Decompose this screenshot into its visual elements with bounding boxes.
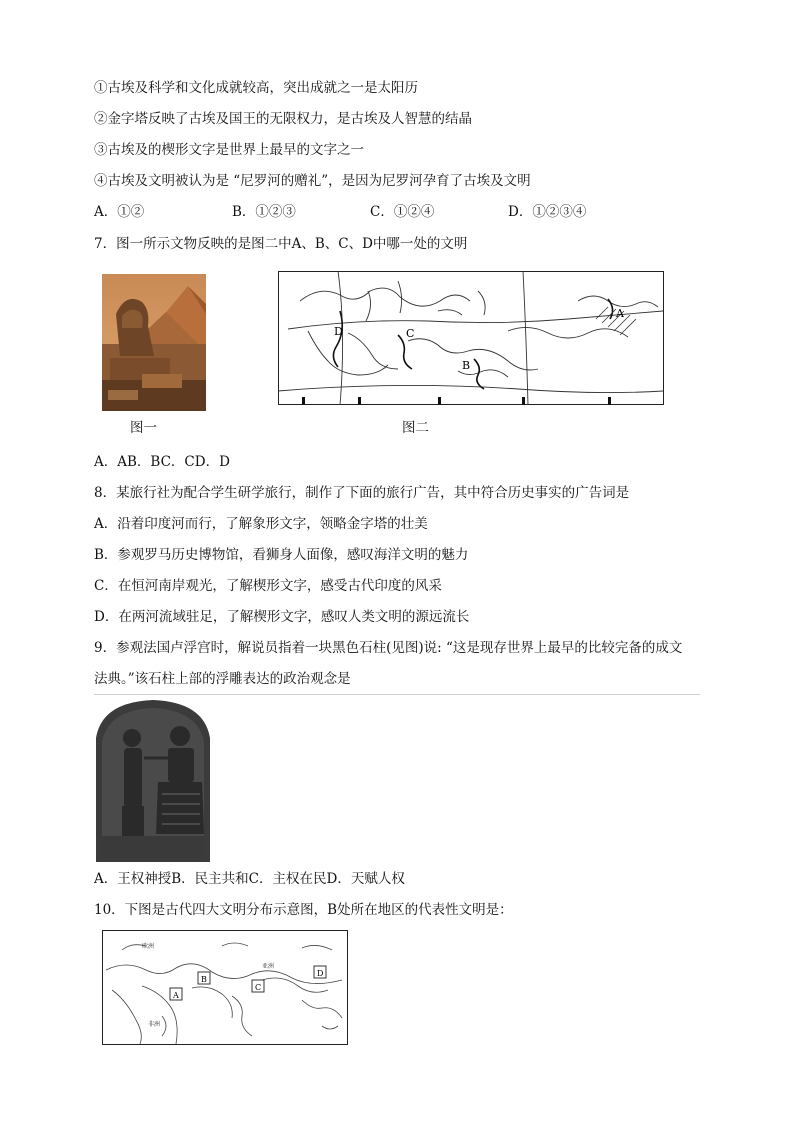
map-label-c: C [406,327,415,340]
q8-question: 8．某旅行社为配合学生研学旅行，制作了下面的旅行广告，其中符合历史事实的广告词是 [94,485,630,501]
q6-option-c: C．①②④ [370,204,435,220]
fig1-caption: 图一 [130,420,157,436]
map10-label-d: D [317,969,324,978]
map10-label-a: A [173,991,179,1000]
q6-option-d: D．①②③④ [508,204,587,220]
map10-asia-label: 亚洲 [262,963,275,970]
q8-option-d: D．在两河流域驻足，了解楔形文字，感叹人类文明的源远流长 [94,609,470,625]
map-label-b: B [462,359,471,372]
hammurabi-stele-photo [96,698,210,862]
q6-item-2: ②金字塔反映了古埃及国王的无限权力，是古埃及人智慧的结晶 [94,111,472,127]
q6-item-4: ④古埃及文明被认为是 “尼罗河的赠礼”，是因为尼罗河孕育了古埃及文明 [94,173,531,189]
map10-label-c: C [255,983,262,992]
q6-item-1: ①古埃及科学和文化成就较高，突出成就之一是太阳历 [94,80,418,96]
q8-option-b: B．参观罗马历史博物馆，看狮身人面像，感叹海洋文明的魅力 [94,547,469,563]
q6-option-b: B．①②③ [232,204,296,220]
q10-question: 10．下图是古代四大文明分布示意图，B处所在地区的代表性文明是： [94,902,513,918]
map-label-d: D [334,325,343,338]
map10-label-b: B [201,975,207,984]
q7-question: 7．图一所示文物反映的是图二中A、B、C、D中哪一处的文明 [94,236,468,252]
map10-africa-label: 非洲 [148,1021,161,1028]
q7-options: A．AB．BC．CD．D [94,454,230,470]
q9-options: A．王权神授B．民主共和C．主权在民D．天赋人权 [94,871,405,887]
q9-question-line1: 9．参观法国卢浮宫时，解说员指着一块黑色石柱(见图)说: “这是现存世界上最早的比较完备的成文 [94,640,683,656]
q9-question-line2: 法典。”该石柱上部的浮雕表达的政治观念是 [94,671,351,687]
sphinx-pyramid-photo [102,274,206,411]
fig2-caption: 图二 [402,420,429,436]
q6-item-3: ③古埃及的楔形文字是世界上最早的文字之一 [94,142,364,158]
ancient-civilizations-map-fig2 [278,271,664,405]
map-label-a: A [616,307,624,320]
q6-option-a: A．①② [94,204,145,220]
q9-divider [94,694,700,695]
q8-option-a: A．沿着印度河而行，了解象形文字，领略金字塔的壮美 [94,516,428,532]
q8-option-c: C．在恒河南岸观光，了解楔形文字，感受古代印度的风采 [94,578,442,594]
four-civilizations-map [102,930,348,1045]
map10-europe-label: 欧洲 [142,943,155,950]
